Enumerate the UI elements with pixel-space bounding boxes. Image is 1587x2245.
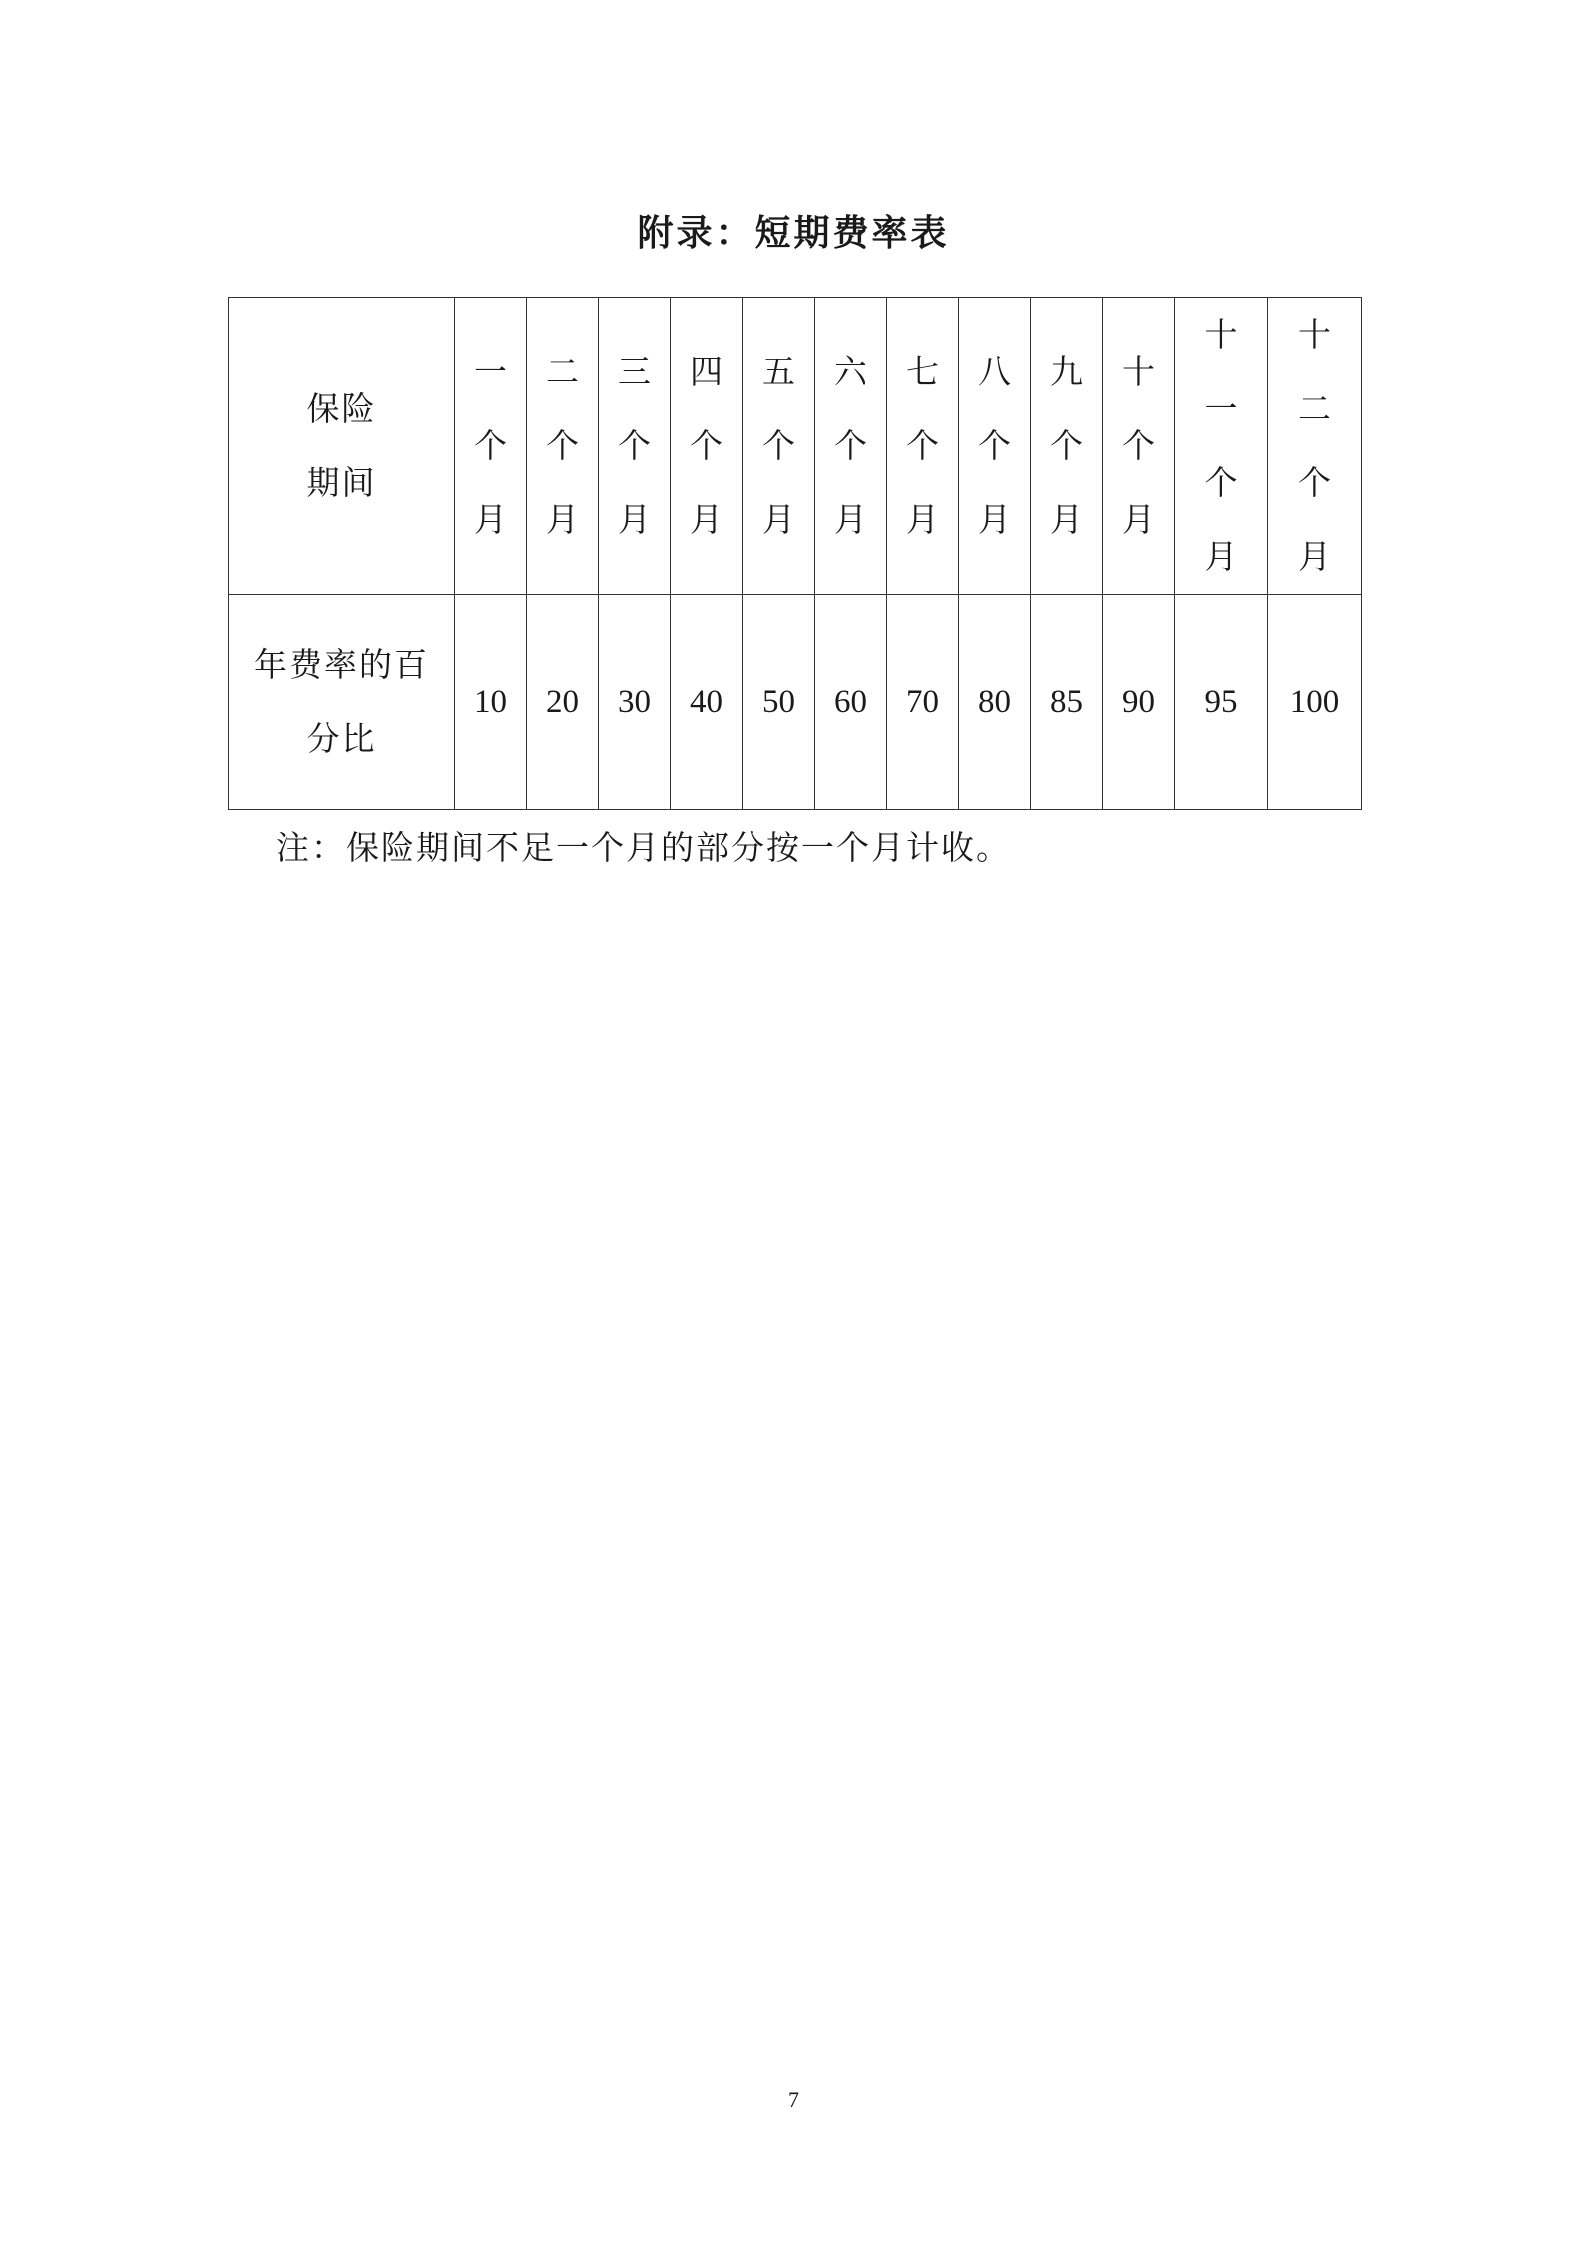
month-header-cell	[1175, 298, 1268, 595]
month-header-cell	[1268, 298, 1362, 595]
rate-row	[229, 595, 1362, 810]
rate-label: 年费率的百 分比	[254, 645, 429, 758]
month-header-cell	[959, 298, 1031, 595]
rate-value: 70	[887, 595, 959, 810]
month-label: 十 一 个 月	[1204, 315, 1238, 576]
rate-value: 20	[527, 595, 599, 810]
month-header-cell	[599, 298, 671, 595]
month-label: 九 个 月	[1050, 352, 1083, 539]
rate-value: 80	[959, 595, 1031, 810]
month-header-cell	[1103, 298, 1175, 595]
month-label: 五 个 月	[762, 352, 795, 539]
month-label: 八 个 月	[978, 352, 1011, 539]
month-header-cell	[1031, 298, 1103, 595]
month-label: 六 个 月	[834, 352, 867, 539]
short-term-rate-table	[228, 297, 1362, 810]
rate-value: 95	[1175, 595, 1268, 810]
month-header-cell	[671, 298, 743, 595]
table-note: 注：保险期间不足一个月的部分按一个月计收。	[276, 828, 1011, 867]
month-label: 三 个 月	[618, 352, 651, 539]
month-header-cell	[455, 298, 527, 595]
rate-value: 60	[815, 595, 887, 810]
month-label: 十 二 个 月	[1298, 315, 1331, 576]
month-label: 七 个 月	[906, 352, 939, 539]
rate-value: 90	[1103, 595, 1175, 810]
month-header-cell	[815, 298, 887, 595]
month-header-cell	[743, 298, 815, 595]
period-row	[229, 298, 1362, 595]
rate-value: 85	[1031, 595, 1103, 810]
month-label: 四 个 月	[690, 352, 723, 539]
page-number: 7	[788, 2087, 799, 2112]
period-label: 保险 期间	[306, 389, 377, 502]
rate-value: 30	[599, 595, 671, 810]
rate-value: 10	[455, 595, 527, 810]
month-label: 二 个 月	[546, 352, 579, 539]
month-label: 十 个 月	[1122, 352, 1155, 539]
month-header-cell	[527, 298, 599, 595]
period-label-cell	[229, 298, 455, 595]
month-label: 一 个 月	[474, 352, 507, 539]
rate-label-cell	[229, 595, 455, 810]
page-title: 附录：短期费率表	[637, 212, 950, 254]
rate-value: 100	[1268, 595, 1362, 810]
rate-value: 40	[671, 595, 743, 810]
rate-value: 50	[743, 595, 815, 810]
month-header-cell	[887, 298, 959, 595]
